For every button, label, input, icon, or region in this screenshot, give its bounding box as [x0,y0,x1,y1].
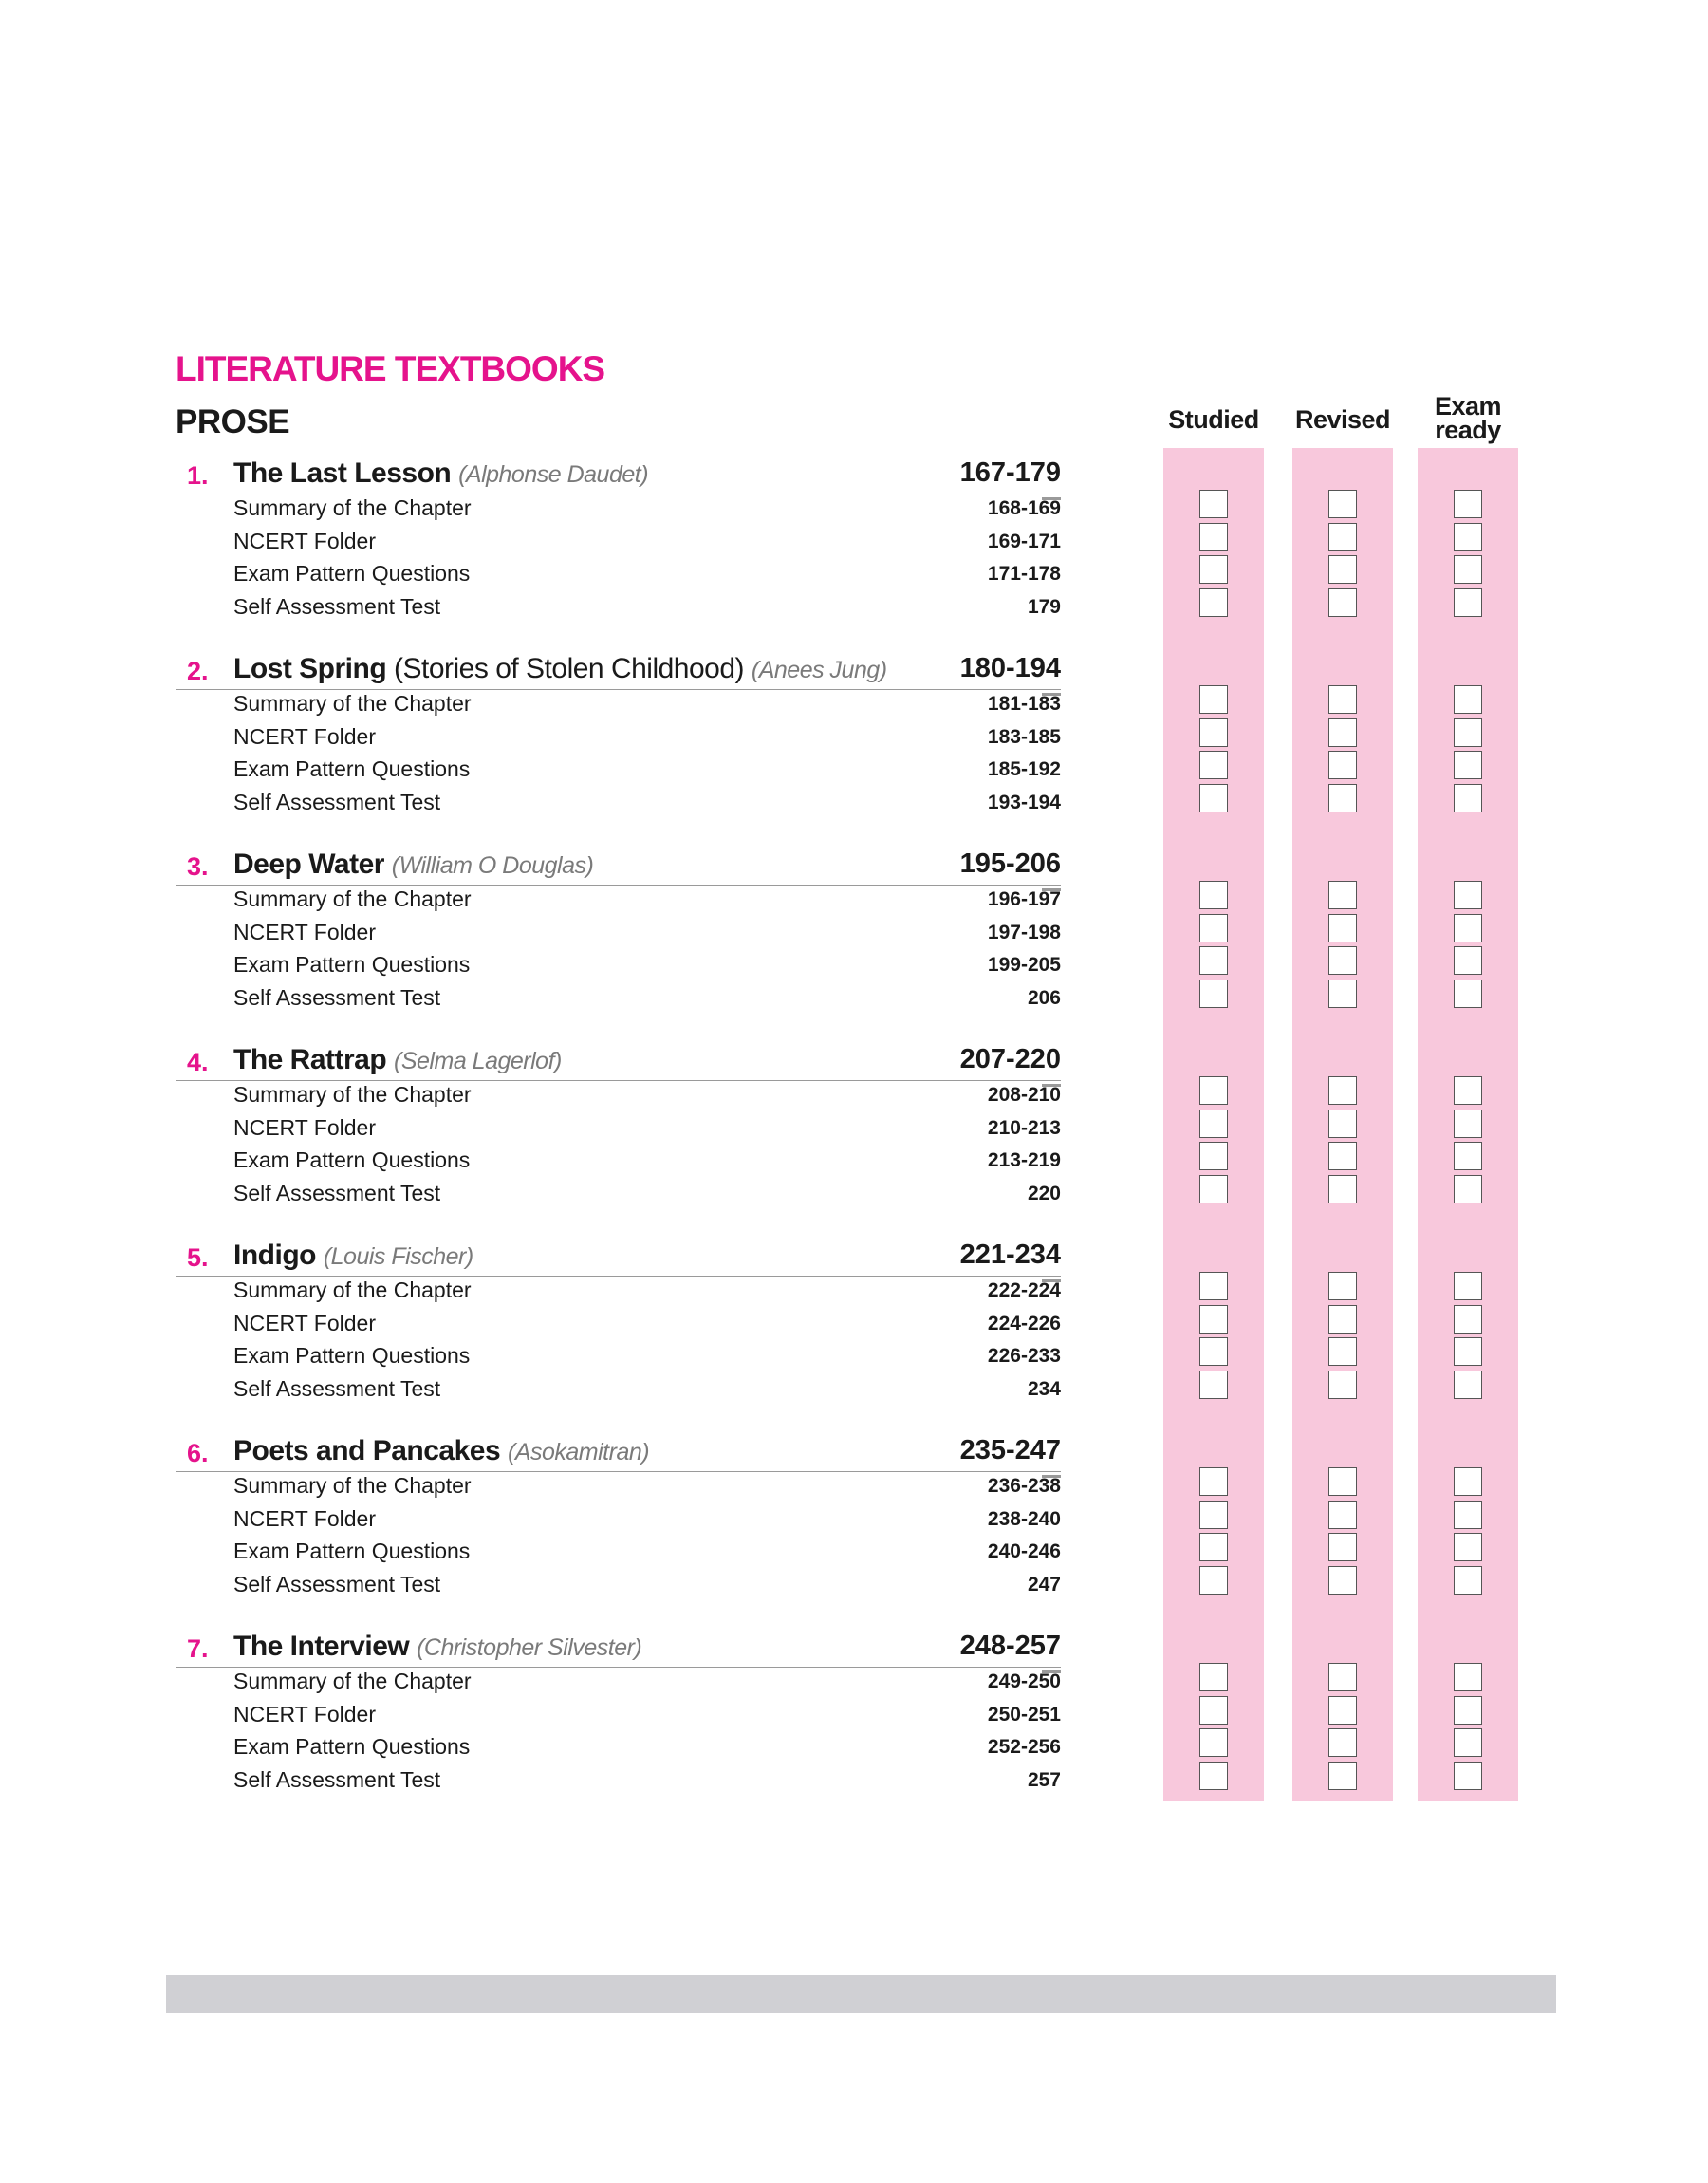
studied-checkbox[interactable] [1199,523,1228,551]
revised-checkbox[interactable] [1328,1728,1357,1757]
chapter-number: 5. [187,1243,209,1272]
chapter-row-self-test [233,1570,1061,1602]
chapter-block [176,1629,1061,1800]
row-page-range: 213-219 [987,1149,1061,1171]
row-label: Self Assessment Test [233,1766,441,1792]
studied-checkbox[interactable] [1199,946,1228,975]
row-label: NCERT Folder [233,528,376,553]
chapter-number: 6. [187,1439,209,1467]
row-page-range: 196-197 [987,888,1061,910]
row-label: Self Assessment Test [233,789,441,814]
revised-checkbox[interactable] [1328,1467,1357,1496]
row-page-range: 222-224 [987,1279,1061,1301]
studied-checkbox[interactable] [1199,914,1228,942]
row-label: Exam Pattern Questions [233,756,471,781]
row-page-range: 193-194 [987,791,1061,813]
exam-ready-checkbox[interactable] [1454,980,1482,1008]
revised-checkbox[interactable] [1328,490,1357,518]
studied-checkbox[interactable] [1199,1566,1228,1595]
chapter-row-ncert [233,918,1061,950]
revised-checkbox[interactable] [1328,1696,1357,1725]
studied-checkbox[interactable] [1199,1272,1228,1300]
row-label: NCERT Folder [233,723,376,749]
revised-checkbox[interactable] [1328,1076,1357,1105]
chapter-block [176,1433,1061,1604]
row-label: NCERT Folder [233,1114,376,1140]
chapter-heading [176,1433,1061,1472]
row-page-range: 234 [1027,1377,1061,1400]
chapter-number: 3. [187,852,209,881]
revised-checkbox[interactable] [1328,555,1357,584]
row-page-range: 238-240 [987,1507,1061,1530]
chapter-number: 4. [187,1048,209,1076]
row-label: Self Assessment Test [233,1571,441,1596]
studied-checkbox[interactable] [1199,1175,1228,1203]
studied-checkbox[interactable] [1199,1076,1228,1105]
row-page-range: 197-198 [987,921,1061,943]
row-page-range: 179 [1027,595,1061,618]
chapter-number: 1. [187,461,209,490]
studied-checkbox[interactable] [1199,1501,1228,1529]
column-header-exam-ready [1402,392,1534,444]
studied-checkbox[interactable] [1199,718,1228,747]
row-page-range: 210-213 [987,1116,1061,1139]
exam-ready-checkbox[interactable] [1454,555,1482,584]
studied-checkbox[interactable] [1199,1762,1228,1790]
chapter-row-self-test [233,1179,1061,1211]
chapter-row-self-test [233,1765,1061,1798]
chapter-row-self-test [233,592,1061,625]
page-title: LITERATURE TEXTBOOKS [176,349,605,388]
chapter-row-ncert [233,1700,1061,1732]
chapter-row-exam-pattern [233,1341,1061,1373]
studied-checkbox[interactable] [1199,784,1228,812]
section-title: PROSE [176,403,290,440]
exam-ready-checkbox[interactable] [1454,490,1482,518]
row-page-range: 226-233 [987,1345,1061,1367]
chapter-author: (Alphonse Daudet) [458,461,649,488]
studied-checkbox[interactable] [1199,1467,1228,1496]
chapter-row-exam-pattern [233,950,1061,982]
row-label: NCERT Folder [233,919,376,944]
row-label: Summary of the Chapter [233,495,472,520]
studied-checkbox[interactable] [1199,1142,1228,1170]
column-header-exam-ready-line2: ready [1435,416,1501,444]
chapter-heading [176,1629,1061,1668]
chapter-page-range: 195-206 [959,849,1061,879]
row-label: Summary of the Chapter [233,1669,472,1693]
exam-ready-checkbox[interactable] [1454,1762,1482,1790]
chapter-row-exam-pattern [233,1732,1061,1764]
revised-checkbox[interactable] [1328,588,1357,617]
studied-checkbox[interactable] [1199,685,1228,714]
chapter-title: Indigo [233,1240,316,1271]
chapter-title-line [233,1044,562,1076]
exam-ready-checkbox[interactable] [1454,718,1482,747]
row-label: Summary of the Chapter [233,1082,472,1107]
row-label: Self Assessment Test [233,593,441,619]
row-page-range: 181-183 [987,693,1061,715]
row-page-range: 168-169 [987,497,1061,519]
chapter-row-summary [233,1667,1061,1699]
row-page-range: 257 [1027,1768,1061,1791]
exam-ready-checkbox[interactable] [1454,784,1482,812]
exam-ready-checkbox[interactable] [1454,881,1482,909]
row-label: NCERT Folder [233,1505,376,1531]
chapter-row-summary [233,689,1061,721]
studied-checkbox[interactable] [1199,1110,1228,1138]
chapter-heading [176,847,1061,886]
row-page-range: 199-205 [987,954,1061,976]
chapter-heading [176,1042,1061,1081]
revised-checkbox[interactable] [1328,1305,1357,1334]
row-page-range: 208-210 [987,1084,1061,1106]
chapter-number: 7. [187,1634,209,1663]
studied-checkbox[interactable] [1199,555,1228,584]
chapter-title: Lost Spring [233,653,387,684]
exam-ready-checkbox[interactable] [1454,588,1482,617]
row-label: Summary of the Chapter [233,1278,472,1302]
row-label: Summary of the Chapter [233,691,472,716]
chapter-author: (Christopher Silvester) [417,1634,642,1661]
chapter-author: (Selma Lagerlof) [394,1048,562,1074]
exam-ready-checkbox[interactable] [1454,1696,1482,1725]
chapter-page-range: 221-234 [959,1240,1061,1270]
revised-checkbox[interactable] [1328,980,1357,1008]
revised-checkbox[interactable] [1328,1501,1357,1529]
chapter-row-exam-pattern [233,1146,1061,1178]
studied-checkbox[interactable] [1199,1696,1228,1725]
chapter-title: The Last Lesson [233,457,452,489]
exam-ready-checkbox[interactable] [1454,1337,1482,1366]
row-label: Exam Pattern Questions [233,1539,471,1563]
exam-ready-checkbox[interactable] [1454,1272,1482,1300]
chapter-author: (Anees Jung) [751,657,887,683]
row-label: Exam Pattern Questions [233,561,471,586]
chapter-title-line [233,849,593,881]
chapter-author: (Asokamitran) [508,1439,650,1465]
exam-ready-checkbox[interactable] [1454,914,1482,942]
row-page-range: 220 [1027,1182,1061,1204]
studied-checkbox[interactable] [1199,980,1228,1008]
chapter-author: (Louis Fischer) [323,1243,473,1270]
row-page-range: 206 [1027,986,1061,1009]
revised-checkbox[interactable] [1328,1337,1357,1366]
chapter-row-summary [233,1471,1061,1503]
revised-checkbox[interactable] [1328,751,1357,779]
exam-ready-checkbox[interactable] [1454,751,1482,779]
row-label: NCERT Folder [233,1310,376,1335]
revised-checkbox[interactable] [1328,1566,1357,1595]
row-label: Summary of the Chapter [233,1473,472,1498]
revised-checkbox[interactable] [1328,718,1357,747]
row-page-range: 169-171 [987,530,1061,552]
exam-ready-checkbox[interactable] [1454,1110,1482,1138]
revised-checkbox[interactable] [1328,1142,1357,1170]
row-page-range: 250-251 [987,1703,1061,1726]
chapter-page-range: 167-179 [959,457,1061,488]
chapter-row-summary [233,885,1061,917]
chapter-block [176,847,1061,1017]
revised-checkbox[interactable] [1328,784,1357,812]
chapter-row-ncert [233,1113,1061,1146]
exam-ready-checkbox[interactable] [1454,1371,1482,1399]
chapter-row-ncert [233,1309,1061,1341]
row-label: Exam Pattern Questions [233,1734,471,1759]
chapter-title-line [233,1240,473,1272]
row-label: Exam Pattern Questions [233,1147,471,1172]
chapter-block [176,456,1061,626]
revised-checkbox[interactable] [1328,1663,1357,1691]
chapter-subtitle: (Stories of Stolen Childhood) [394,653,745,684]
exam-ready-checkbox[interactable] [1454,1142,1482,1170]
chapter-block [176,651,1061,822]
revised-checkbox[interactable] [1328,1272,1357,1300]
chapter-row-ncert [233,722,1061,755]
studied-checkbox[interactable] [1199,1337,1228,1366]
row-page-range: 171-178 [987,563,1061,585]
chapter-heading [176,1238,1061,1277]
chapter-row-summary [233,494,1061,526]
column-header-studied: Studied [1168,405,1259,434]
exam-ready-checkbox[interactable] [1454,946,1482,975]
studied-checkbox[interactable] [1199,881,1228,909]
column-header-revised: Revised [1294,405,1391,434]
exam-ready-checkbox[interactable] [1454,1728,1482,1757]
exam-ready-checkbox[interactable] [1454,1566,1482,1595]
studied-checkbox[interactable] [1199,1371,1228,1399]
exam-ready-checkbox[interactable] [1454,1175,1482,1203]
studied-checkbox[interactable] [1199,751,1228,779]
row-page-range: 183-185 [987,725,1061,748]
chapter-title: The Rattrap [233,1044,387,1075]
row-label: Self Assessment Test [233,984,441,1010]
footer-bar [166,1975,1556,2013]
revised-checkbox[interactable] [1328,523,1357,551]
revised-checkbox[interactable] [1328,1533,1357,1561]
exam-ready-checkbox[interactable] [1454,1305,1482,1334]
chapter-row-exam-pattern [233,1537,1061,1569]
exam-ready-checkbox[interactable] [1454,523,1482,551]
chapter-page-range: 235-247 [959,1435,1061,1465]
row-label: Self Assessment Test [233,1375,441,1401]
chapter-row-ncert [233,1504,1061,1537]
revised-checkbox[interactable] [1328,1762,1357,1790]
chapter-row-exam-pattern [233,559,1061,591]
row-label: Summary of the Chapter [233,886,472,911]
chapter-number: 2. [187,657,209,685]
row-page-range: 236-238 [987,1475,1061,1497]
chapter-title-line [233,1631,641,1663]
revised-checkbox[interactable] [1328,1110,1357,1138]
row-page-range: 224-226 [987,1312,1061,1334]
exam-ready-checkbox[interactable] [1454,1501,1482,1529]
chapter-heading [176,651,1061,690]
revised-checkbox[interactable] [1328,914,1357,942]
chapter-block [176,1238,1061,1409]
row-page-range: 240-246 [987,1540,1061,1562]
chapter-page-range: 207-220 [959,1044,1061,1074]
column-header-exam-ready-line1: Exam [1434,392,1502,420]
exam-ready-checkbox[interactable] [1454,1467,1482,1496]
chapter-page-range: 180-194 [959,653,1061,683]
studied-checkbox[interactable] [1199,1533,1228,1561]
revised-checkbox[interactable] [1328,1371,1357,1399]
chapter-row-summary [233,1276,1061,1308]
revised-checkbox[interactable] [1328,881,1357,909]
chapter-title: Deep Water [233,849,384,880]
exam-ready-checkbox[interactable] [1454,1076,1482,1105]
chapter-author: (William O Douglas) [391,852,594,879]
chapter-block [176,1042,1061,1213]
exam-ready-checkbox[interactable] [1454,685,1482,714]
revised-checkbox[interactable] [1328,685,1357,714]
revised-checkbox[interactable] [1328,1175,1357,1203]
row-label: Exam Pattern Questions [233,1343,471,1368]
row-page-range: 247 [1027,1573,1061,1595]
row-page-range: 249-250 [987,1670,1061,1692]
studied-checkbox[interactable] [1199,1305,1228,1334]
chapter-row-summary [233,1080,1061,1112]
row-page-range: 185-192 [987,758,1061,780]
chapter-heading [176,456,1061,494]
row-page-range: 252-256 [987,1736,1061,1758]
studied-checkbox[interactable] [1199,1728,1228,1757]
chapter-row-self-test [233,788,1061,820]
chapter-row-ncert [233,527,1061,559]
chapter-title: Poets and Pancakes [233,1435,501,1466]
studied-checkbox[interactable] [1199,490,1228,518]
chapter-title-line [233,653,887,685]
chapter-row-exam-pattern [233,755,1061,787]
row-label: NCERT Folder [233,1701,376,1726]
studied-checkbox[interactable] [1199,1663,1228,1691]
chapter-row-self-test [233,983,1061,1016]
exam-ready-checkbox[interactable] [1454,1533,1482,1561]
chapter-title: The Interview [233,1631,410,1662]
row-label: Exam Pattern Questions [233,952,471,977]
row-label: Self Assessment Test [233,1180,441,1205]
chapter-row-self-test [233,1374,1061,1407]
chapter-title-line [233,457,648,490]
studied-checkbox[interactable] [1199,588,1228,617]
chapter-title-line [233,1435,649,1467]
revised-checkbox[interactable] [1328,946,1357,975]
chapter-page-range: 248-257 [959,1631,1061,1661]
exam-ready-checkbox[interactable] [1454,1663,1482,1691]
